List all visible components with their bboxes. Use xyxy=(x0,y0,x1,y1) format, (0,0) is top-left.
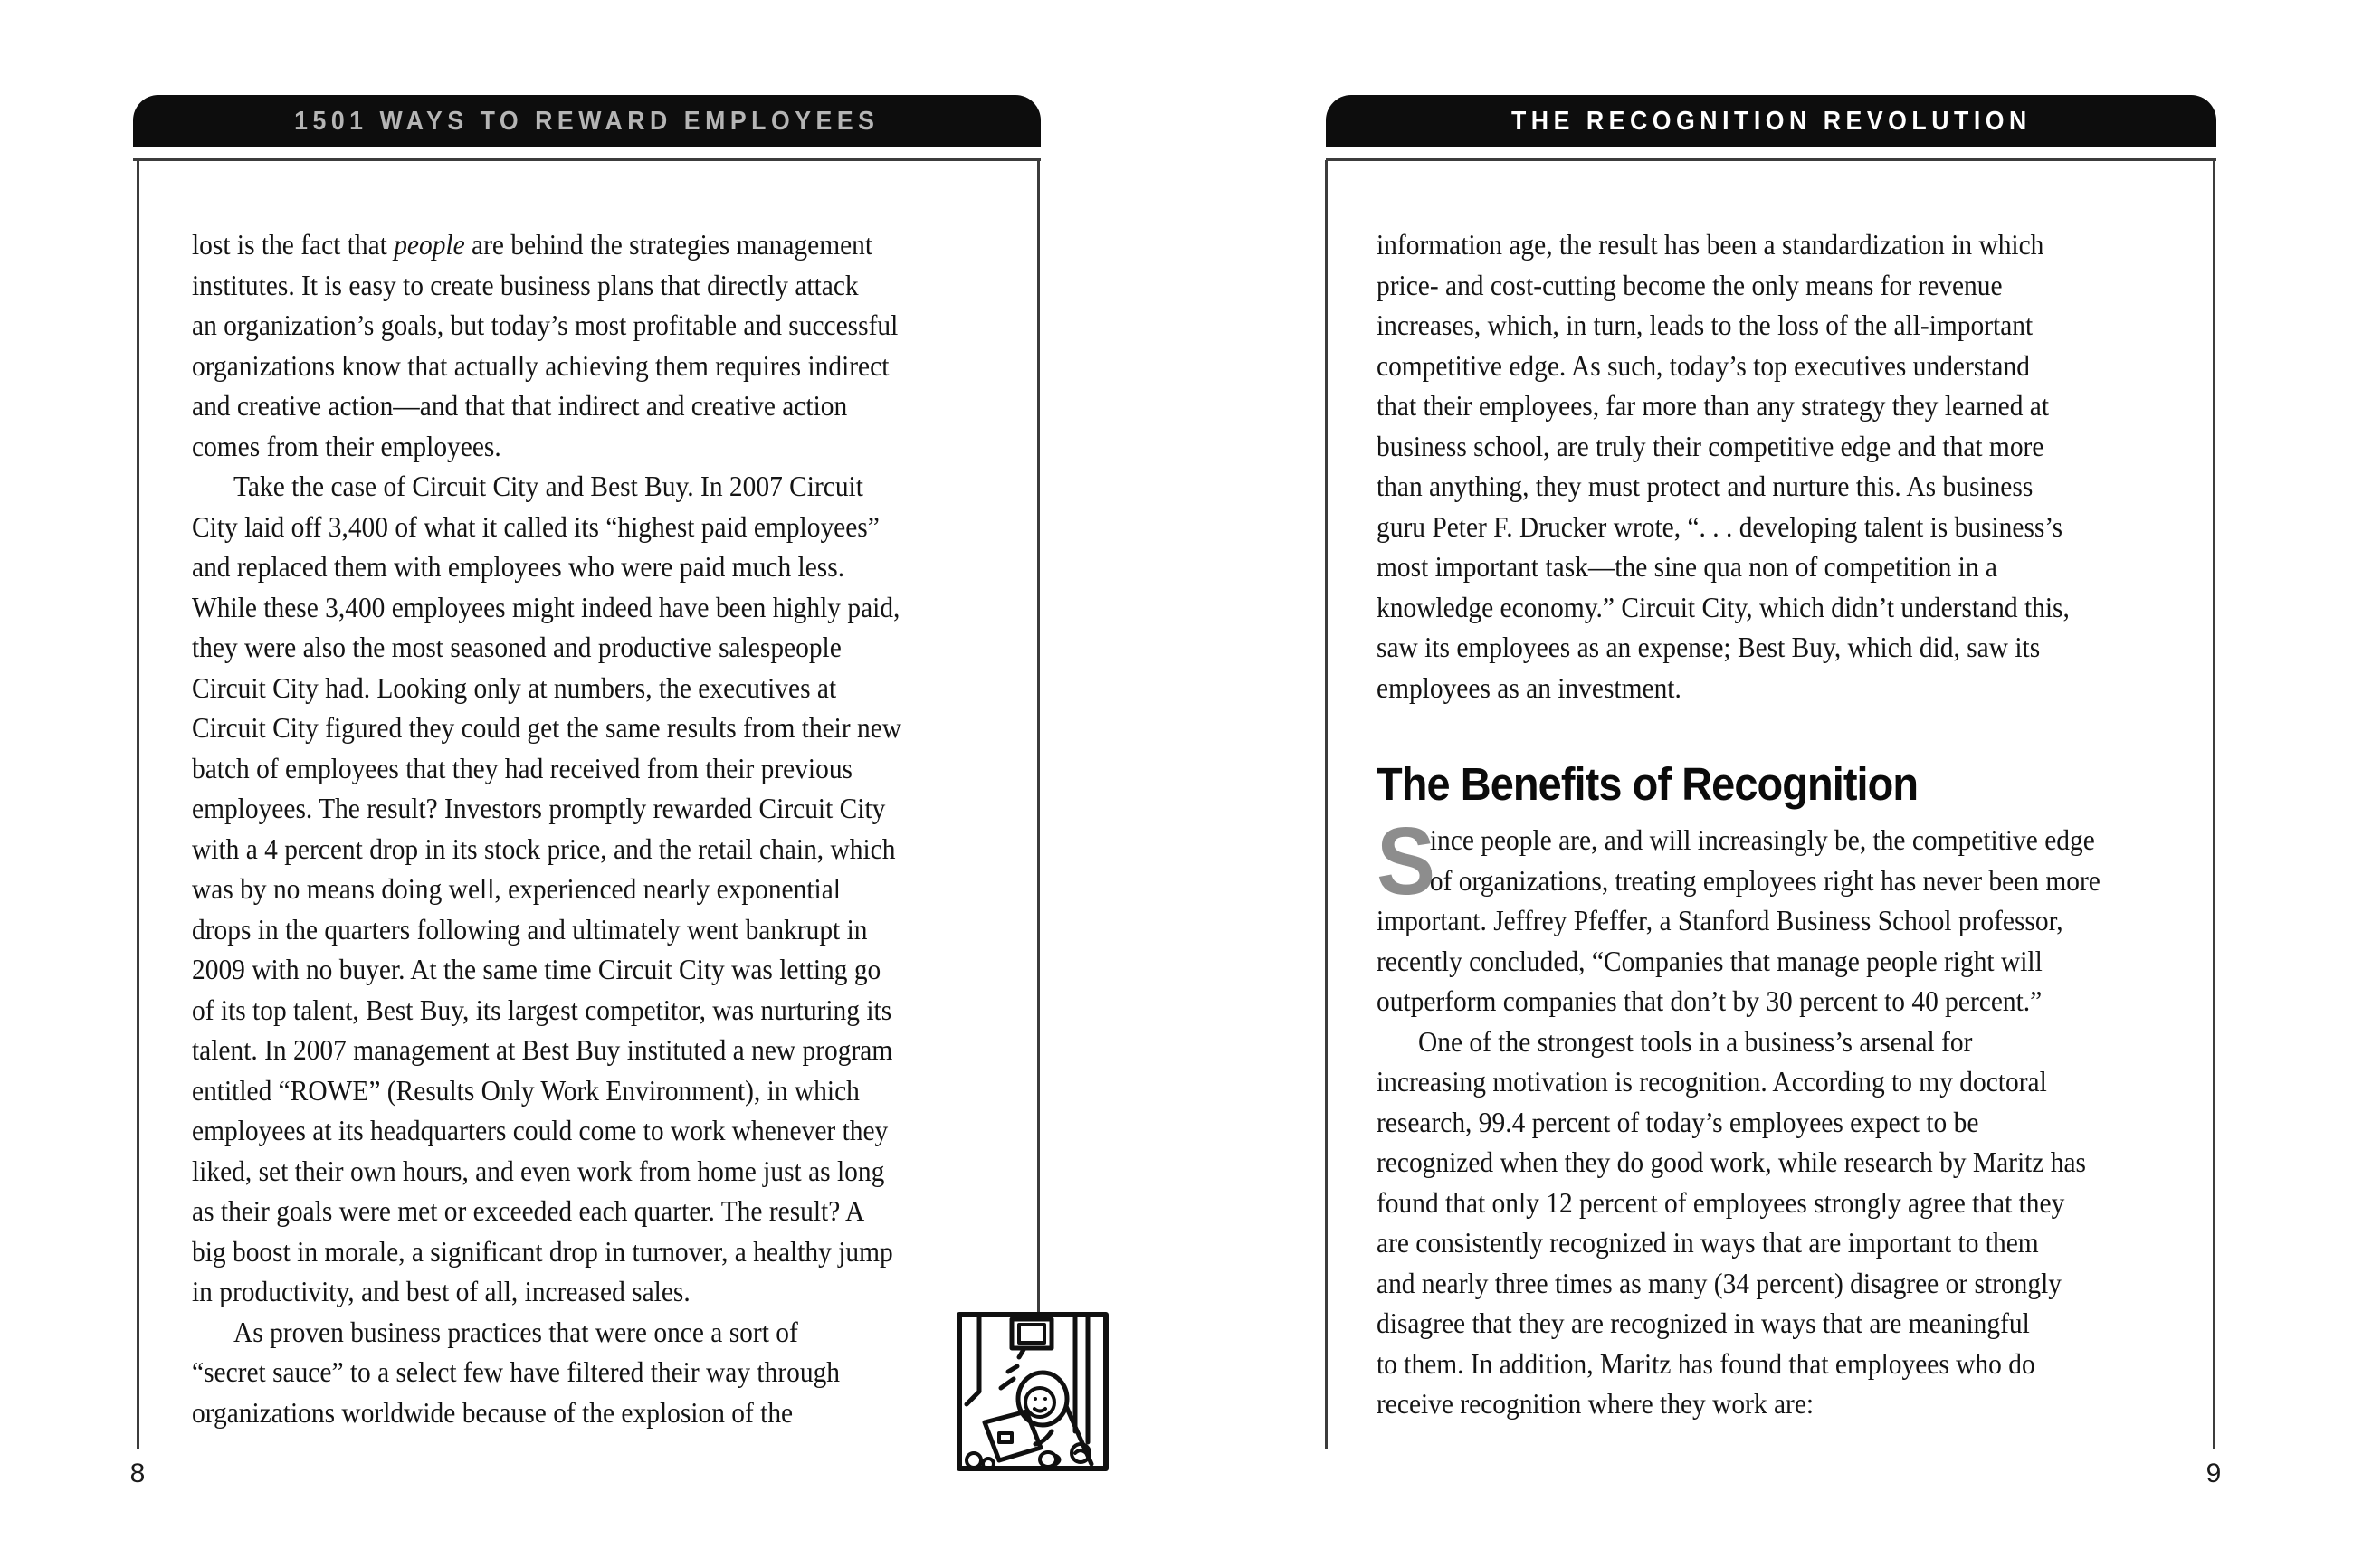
drop-cap-paragraph xyxy=(1377,808,2217,1022)
right-running-head: THE RECOGNITION REVOLUTION xyxy=(1510,106,2032,136)
paragraph xyxy=(1377,808,2217,915)
text-line: knowledge economy.” Circuit City, which didn’t understand this, xyxy=(1377,590,2070,623)
left-running-head: 1501 WAYS TO REWARD EMPLOYEES xyxy=(294,106,880,136)
right-page-text-column xyxy=(1377,224,2217,1424)
text-line: recognized when they do good work, while research by Maritz has xyxy=(1377,1145,2086,1178)
text-line: increases, which, in turn, leads to the loss of the all-important xyxy=(1377,309,2034,341)
text-line: Circuit City figured they could get the same results from their new xyxy=(192,711,902,744)
text-line: Circuit City had. Looking only at numbers, the executives at xyxy=(192,670,837,704)
text-line: organizations worldwide because of the explosion of the xyxy=(192,1395,794,1429)
paragraph xyxy=(192,466,1033,1312)
text-line: disagree that they are recognized in ways that are meaningful xyxy=(1377,1307,2030,1339)
text-line: employees as an investment. xyxy=(1377,670,1681,704)
text-line: batch of employees that they had received from their previous xyxy=(192,751,853,784)
text-line: employees. The result? Investors promptly rewarded Circuit City xyxy=(192,792,886,824)
left-page-outer-rule xyxy=(137,160,139,1449)
text-line: 2009 with no buyer. At the same time Circuit City was letting go xyxy=(192,953,881,985)
section-heading: The Benefits of Recognition xyxy=(1377,758,1919,810)
text-line: and nearly three times as many (34 percent) disagree or strongly xyxy=(1377,1266,2062,1299)
text-line: and creative action—and that that indirect and creative action xyxy=(192,389,848,422)
text-line: with a 4 percent drop in its stock price, and the retail chain, which xyxy=(192,832,896,865)
paragraph xyxy=(192,265,1033,467)
text-line: entitled “ROWE” (Results Only Work Environment), in which xyxy=(192,1073,860,1107)
text-line: saw its employees as an expense; Best Buy, which did, saw its xyxy=(1377,631,2041,663)
text-line: competitive edge. As such, today’s top executives understand xyxy=(1377,348,2030,382)
text-line: organizations know that actually achieving them requires indirect xyxy=(192,348,890,382)
text-line: was by no means doing well, experienced nearly exponential xyxy=(192,872,841,905)
text-line: price- and cost-cutting become the only means for revenue xyxy=(1377,268,2003,301)
text-line: guru Peter F. Drucker wrote, “. . . developing talent is business’s xyxy=(1377,509,2063,543)
text-run: lost is the fact that xyxy=(192,228,395,261)
text-line: to them. In addition, Maritz has found that employees who do xyxy=(1377,1346,2035,1380)
text-line: an organization’s goals, but today’s most profitable and successful xyxy=(192,309,899,341)
paragraph xyxy=(1377,1022,2217,1424)
text-line: liked, set their own hours, and even work from home just as long xyxy=(192,1154,885,1187)
text-line: One of the strongest tools in a business’s arsenal for xyxy=(1418,1024,1973,1058)
text-line: than anything, they must protect and nurture this. As business xyxy=(1377,470,2034,502)
text-line: While these 3,400 employees might indeed have been highly paid, xyxy=(192,590,900,623)
text-run: are behind the strategies management xyxy=(464,228,873,261)
paragraph xyxy=(192,1312,1033,1433)
text-line: business school, are truly their competitive edge and that more xyxy=(1377,429,2044,462)
right-page-number: 9 xyxy=(2205,1459,2222,1488)
text-line: outperform companies that don’t by 30 percent to 40 percent.” xyxy=(1377,984,2043,1017)
text-line: are consistently recognized in ways that are important to them xyxy=(1377,1226,2039,1259)
text-line: information age, the result has been a standardization in which xyxy=(1377,228,2044,261)
text-line: increasing motivation is recognition. According to my doctoral xyxy=(1377,1065,2047,1098)
right-header-rule xyxy=(1326,158,2216,161)
text-line: that their employees, far more than any strategy they learned at xyxy=(1377,389,2050,422)
text-line: Take the case of Circuit City and Best Buy. In 2007 Circuit xyxy=(233,470,863,502)
text-line: ince people are, and will increasingly be, the competitive edge xyxy=(1429,823,2095,856)
text-line: of organizations, treating employees right has never been more xyxy=(1429,863,2101,897)
text-line: City laid off 3,400 of what it called its “highest paid employees” xyxy=(192,509,880,543)
paragraph xyxy=(1377,224,2217,708)
paragraph xyxy=(1377,900,2217,1022)
text-line: and replaced them with employees who were paid much less. xyxy=(192,550,845,583)
text-line: important. Jeffrey Pfeffer, a Stanford Business School professor, xyxy=(1377,904,2063,936)
text-line: talent. In 2007 management at Best Buy instituted a new program xyxy=(192,1033,893,1066)
text-line: research, 99.4 percent of today’s employees expect to be xyxy=(1377,1105,1979,1138)
italic-text-run: people xyxy=(394,228,465,261)
text-line: employees at its headquarters could come to work whenever they xyxy=(192,1114,889,1146)
left-page-inner-rule xyxy=(1037,160,1040,1449)
left-running-head-bar xyxy=(133,95,1041,147)
text-line: recently concluded, “Companies that manage people right will xyxy=(1377,944,2043,977)
left-header-rule xyxy=(133,158,1041,161)
text-line: “secret sauce” to a select few have filtered their way through xyxy=(192,1355,841,1388)
text-line: as their goals were met or exceeded each quarter. The result? A xyxy=(192,1194,865,1227)
text-line xyxy=(192,224,1033,265)
text-line: of its top talent, Best Buy, its largest competitor, was nurturing its xyxy=(192,993,892,1026)
text-line: big boost in morale, a significant drop in turnover, a healthy jump xyxy=(192,1234,893,1268)
drop-cap: S xyxy=(1377,808,1436,915)
text-line: As proven business practices that were once a sort of xyxy=(233,1315,798,1348)
relaxing-with-laptop-illustration xyxy=(956,1312,1110,1473)
right-running-head-bar xyxy=(1326,95,2216,147)
text-line: they were also the most seasoned and productive salespeople xyxy=(192,631,842,663)
text-line: found that only 12 percent of employees strongly agree that they xyxy=(1377,1185,2065,1219)
text-line: institutes. It is easy to create business plans that directly attack xyxy=(192,268,859,301)
text-line: drops in the quarters following and ultimately went bankrupt in xyxy=(192,912,868,946)
text-line: comes from their employees. xyxy=(192,429,501,462)
text-line: in productivity, and best of all, increased sales. xyxy=(192,1275,691,1307)
left-page-number: 8 xyxy=(129,1459,146,1488)
right-page-inner-rule xyxy=(1325,160,1328,1449)
text-line: receive recognition where they work are: xyxy=(1377,1387,1815,1420)
left-page-text-column xyxy=(192,224,1033,1432)
text-line: most important task—the sine qua non of competition in a xyxy=(1377,550,1998,583)
